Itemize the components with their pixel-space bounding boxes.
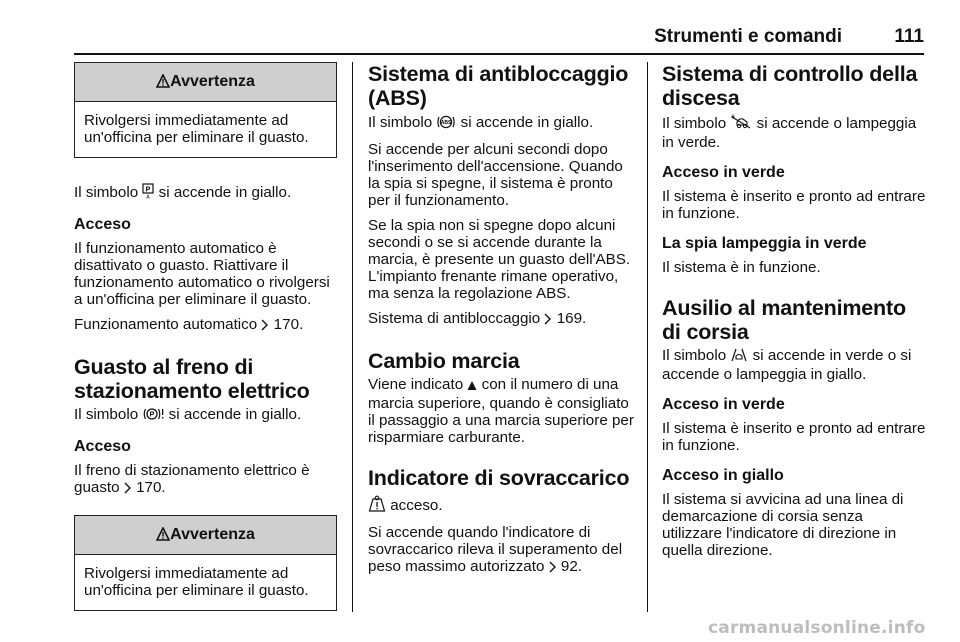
column-divider xyxy=(352,62,353,612)
svg-text:P: P xyxy=(146,186,151,194)
warning-header xyxy=(75,516,336,555)
text: Il simbolo xyxy=(662,115,727,132)
symbol-line xyxy=(662,114,927,151)
subheading-acceso-giallo: Acceso in giallo xyxy=(662,467,784,484)
symbol-line xyxy=(74,406,337,425)
paragraph: Il funzionamento automatico è disattivato o guasto. Riattivare il funzionamento automatico o rivolgersi a un'officina per eliminare il guasto. xyxy=(74,240,330,308)
paragraph: Se la spia non si spegne dopo alcuni secondi o se si accende durante la marcia, è presente un guasto dell'ABS. L'impianto frenante rimane operativo, ma senza la regolazione ABS. xyxy=(368,217,631,302)
svg-text:P: P xyxy=(150,411,155,419)
warning-title: Avvertenza xyxy=(170,73,255,90)
column-2 xyxy=(368,62,636,577)
upshift-triangle-icon xyxy=(467,378,477,395)
reference-arrow-icon xyxy=(124,481,132,498)
text: si accende in giallo. xyxy=(158,184,292,201)
reference-line xyxy=(368,524,636,577)
paragraph: Si accende per alcuni secondi dopo l'inserimento dell'accensione. Quando la spia si spegne, il sistema è pronto per il funzionamento. xyxy=(368,141,623,209)
text: acceso. xyxy=(390,497,443,514)
abs-icon xyxy=(436,115,456,133)
section-title: Strumenti e comandi xyxy=(654,26,842,47)
paragraph: Il sistema si avvicina ad una linea di demarcazione di corsia senza utilizzare l'indicatore di direzione in quella direzione. xyxy=(662,491,904,559)
text: Viene indicato xyxy=(368,376,464,393)
page-ref: 170. xyxy=(136,479,166,496)
text: si accende in giallo. xyxy=(460,114,594,131)
text: Sistema di antibloccaggio xyxy=(368,310,541,327)
text: si accende o lampeggia in verde. xyxy=(662,115,917,151)
reference-line xyxy=(368,310,636,329)
heading-abs: Sistema di antibloccaggio (ABS) xyxy=(368,62,629,110)
symbol-line xyxy=(368,495,636,516)
header-rule xyxy=(74,53,924,55)
page-ref: 169. xyxy=(556,310,587,327)
reference-line xyxy=(74,316,337,335)
warning-text: Rivolgersi immediatamente ad un'officina per eliminare il guasto. xyxy=(84,565,309,599)
page-number: 111 xyxy=(894,26,924,47)
subheading-lampeggia-verde: La spia lampeggia in verde xyxy=(662,235,867,252)
warning-header xyxy=(75,63,336,102)
reference-arrow-icon xyxy=(544,312,552,329)
warning-triangle-icon xyxy=(156,65,170,103)
paragraph: Il sistema è in funzione. xyxy=(662,259,821,276)
reference-arrow-icon xyxy=(261,318,269,335)
column-3 xyxy=(662,62,927,559)
warning-title: Avvertenza xyxy=(170,526,255,543)
text: Il simbolo xyxy=(74,184,139,201)
warning-box xyxy=(74,515,337,611)
text: Il simbolo xyxy=(662,347,727,364)
warning-triangle-icon xyxy=(156,518,170,556)
symbol-line xyxy=(662,347,927,383)
watermark: carmanualsonline.info xyxy=(708,618,926,638)
text: si accende in verde o si accende o lampeggia in giallo. xyxy=(662,347,912,383)
text: con il numero di una marcia superiore, quando è consigliato il passaggio a una marcia superiore per risparmiare carburante. xyxy=(368,376,634,446)
lane-keep-icon xyxy=(730,348,748,366)
subheading-acceso: Acceso xyxy=(74,438,131,455)
reference-arrow-icon xyxy=(549,560,557,577)
heading-lane-keep: Ausilio al mantenimento di corsia xyxy=(662,296,906,344)
paragraph xyxy=(368,376,636,446)
column-divider xyxy=(647,62,648,612)
page-header xyxy=(0,22,960,54)
page-ref: 92. xyxy=(560,558,583,575)
text: Si accende quando l'indicatore di sovraccarico rileva il superamento del peso massimo autorizzato xyxy=(368,524,623,575)
subheading-acceso: Acceso xyxy=(74,216,131,233)
text: si accende in giallo. xyxy=(168,406,302,423)
overload-icon xyxy=(368,495,386,516)
warning-box xyxy=(74,62,337,158)
svg-text:ABS: ABS xyxy=(441,120,452,126)
heading-hill-descent: Sistema di controllo della discesa xyxy=(662,62,918,110)
text: Il simbolo xyxy=(368,114,433,131)
auto-parking-brake-icon xyxy=(142,183,154,203)
parking-brake-fault-icon xyxy=(142,407,164,425)
page-ref: 170. xyxy=(273,316,304,333)
paragraph: Il sistema è inserito e pronto ad entrare in funzione. xyxy=(662,188,926,222)
heading-overload: Indicatore di sovraccarico xyxy=(368,466,630,490)
hill-descent-icon xyxy=(730,114,752,134)
svg-text:A: A xyxy=(146,194,151,199)
subheading-acceso-verde: Acceso in verde xyxy=(662,396,785,413)
text: Il freno di stazionamento elettrico è guasto xyxy=(74,462,310,496)
warning-text: Rivolgersi immediatamente ad un'officina per eliminare il guasto. xyxy=(84,112,309,146)
paragraph: Il sistema è inserito e pronto ad entrare in funzione. xyxy=(662,420,926,454)
subheading-acceso-verde: Acceso in verde xyxy=(662,164,785,181)
text: Il simbolo xyxy=(74,406,139,423)
symbol-line xyxy=(368,114,636,133)
text: Funzionamento automatico xyxy=(74,316,258,333)
heading-gear-shift: Cambio marcia xyxy=(368,349,520,373)
heading-parking-brake: Guasto al freno di stazionamento elettrico xyxy=(74,355,310,403)
symbol-line xyxy=(74,183,337,203)
column-1 xyxy=(74,62,337,611)
reference-line xyxy=(74,462,337,498)
